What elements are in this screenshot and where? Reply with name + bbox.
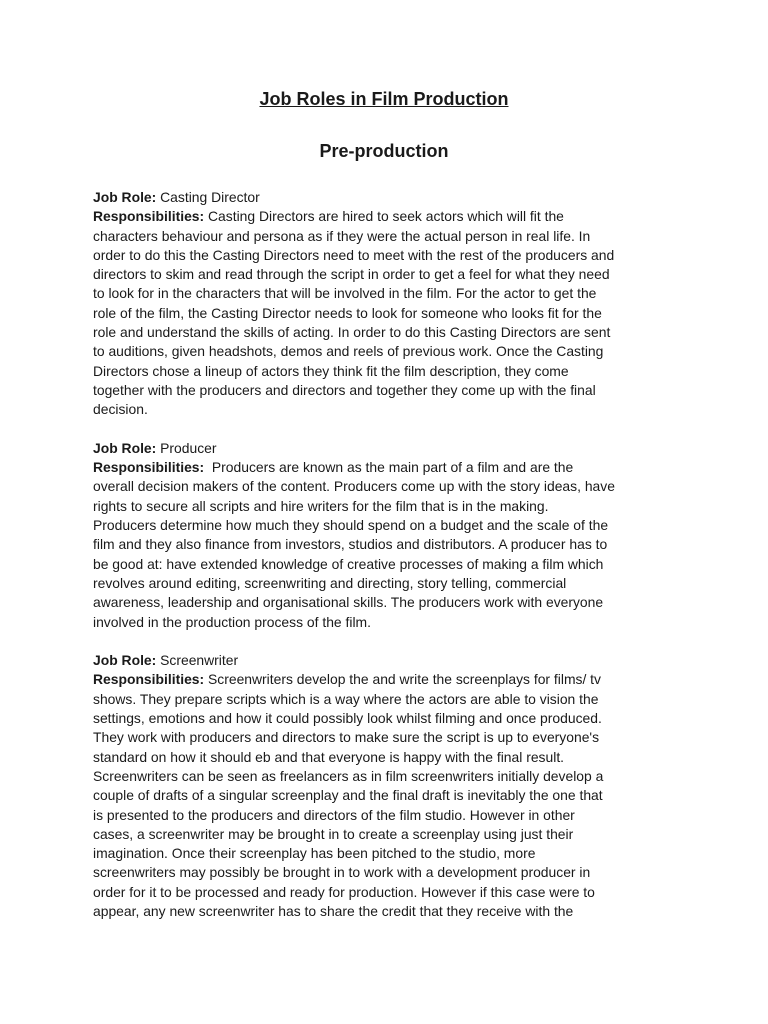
body-line: cases, a screenwriter may be brought in to create a screenplay using just their bbox=[93, 825, 574, 842]
responsibilities-label: Responsibilities: bbox=[93, 208, 205, 225]
responsibilities-line bbox=[93, 207, 683, 226]
responsibilities-label: Responsibilities: bbox=[93, 459, 205, 476]
document-title: Job Roles in Film Production bbox=[259, 89, 509, 109]
role-block-producer bbox=[93, 439, 683, 632]
body-line: be good at: have extended knowledge of creative processes of making a film which bbox=[93, 555, 604, 572]
body-line: revolves around editing, screenwriting and directing, story telling, commercial bbox=[93, 574, 567, 591]
role-block-casting-director bbox=[93, 188, 683, 420]
responsibilities-line bbox=[93, 458, 683, 477]
body-line: is presented to the producers and directors of the film studio. However in other bbox=[93, 806, 575, 823]
body-line: shows. They prepare scripts which is a way where the actors are able to vision the bbox=[93, 690, 599, 707]
job-role-label: Job Role: bbox=[93, 652, 157, 669]
job-role-label: Job Role: bbox=[93, 439, 157, 456]
section-heading: Pre-production bbox=[319, 141, 449, 161]
job-role-value: Screenwriter bbox=[160, 652, 239, 669]
responsibilities-line bbox=[93, 670, 683, 689]
responsibilities-text: Producers are known as the main part of a film and are the bbox=[208, 459, 574, 476]
body-line: characters behaviour and persona as if they were the actual person in real life. In bbox=[93, 227, 591, 244]
body-line: film and they also finance from investors, studios and distributors. A producer has to bbox=[93, 536, 608, 553]
body-line: They work with producers and directors to make sure the script is up to everyone's bbox=[93, 729, 600, 746]
body-line: role of the film, the Casting Director needs to look for someone who looks fit for the bbox=[93, 304, 602, 321]
job-role-line bbox=[93, 188, 683, 207]
body-line: involved in the production process of the film. bbox=[93, 613, 371, 630]
document-body bbox=[93, 188, 683, 941]
body-line: Producers determine how much they should spend on a budget and the scale of the bbox=[93, 517, 609, 534]
body-line: to auditions, given headshots, demos and reels of previous work. Once the Casting bbox=[93, 343, 604, 360]
role-block-screenwriter bbox=[93, 651, 683, 921]
body-line: order for it to be processed and ready for production. However if this case were to bbox=[93, 883, 595, 900]
responsibilities-text: Casting Directors are hired to seek actors which will fit the bbox=[208, 208, 564, 225]
body-line: overall decision makers of the content. Producers come up with the story ideas, have bbox=[93, 478, 615, 495]
body-line: couple of drafts of a singular screenplay and the final draft is inevitably the one that bbox=[93, 787, 603, 804]
body-line: to look for in the characters that will be involved in the film. For the actor to get the bbox=[93, 285, 597, 302]
job-role-value: Casting Director bbox=[160, 189, 260, 205]
body-line: Screenwriters can be seen as freelancers as in film screenwriters initially develop a bbox=[93, 767, 604, 784]
responsibilities-label: Responsibilities: bbox=[93, 671, 205, 688]
job-role-label: Job Role: bbox=[93, 189, 157, 205]
body-line: directors to skim and read through the script in order to get a feel for what they need bbox=[93, 266, 610, 283]
body-line: appear, any new screenwriter has to share the credit that they receive with the bbox=[93, 902, 574, 919]
body-line: standard on how it should eb and that everyone is happy with the final result. bbox=[93, 748, 565, 765]
job-role-line bbox=[93, 439, 683, 458]
responsibilities-text: Screenwriters develop the and write the screenplays for films/ tv bbox=[208, 671, 601, 688]
body-line: settings, emotions and how it could possibly look whilst filming and once produced. bbox=[93, 710, 602, 727]
body-line: decision. bbox=[93, 401, 148, 418]
body-line: imagination. Once their screenplay has been pitched to the studio, more bbox=[93, 845, 536, 862]
body-line: Directors chose a lineup of actors they think fit the film description, they come bbox=[93, 362, 569, 379]
body-line: role and understand the skills of acting. In order to do this Casting Directors are sent bbox=[93, 324, 611, 341]
body-line: screenwriters may possibly be brought in to work with a development producer in bbox=[93, 864, 591, 881]
body-line: awareness, leadership and organisational skills. The producers work with everyone bbox=[93, 594, 604, 611]
job-role-line bbox=[93, 651, 683, 670]
body-line: rights to secure all scripts and hire writers for the film that is in the making. bbox=[93, 497, 549, 514]
job-role-value: Producer bbox=[160, 439, 217, 456]
body-line: together with the producers and directors and together they come up with the final bbox=[93, 381, 596, 398]
body-line: order to do this the Casting Directors need to meet with the rest of the producers and bbox=[93, 246, 615, 263]
